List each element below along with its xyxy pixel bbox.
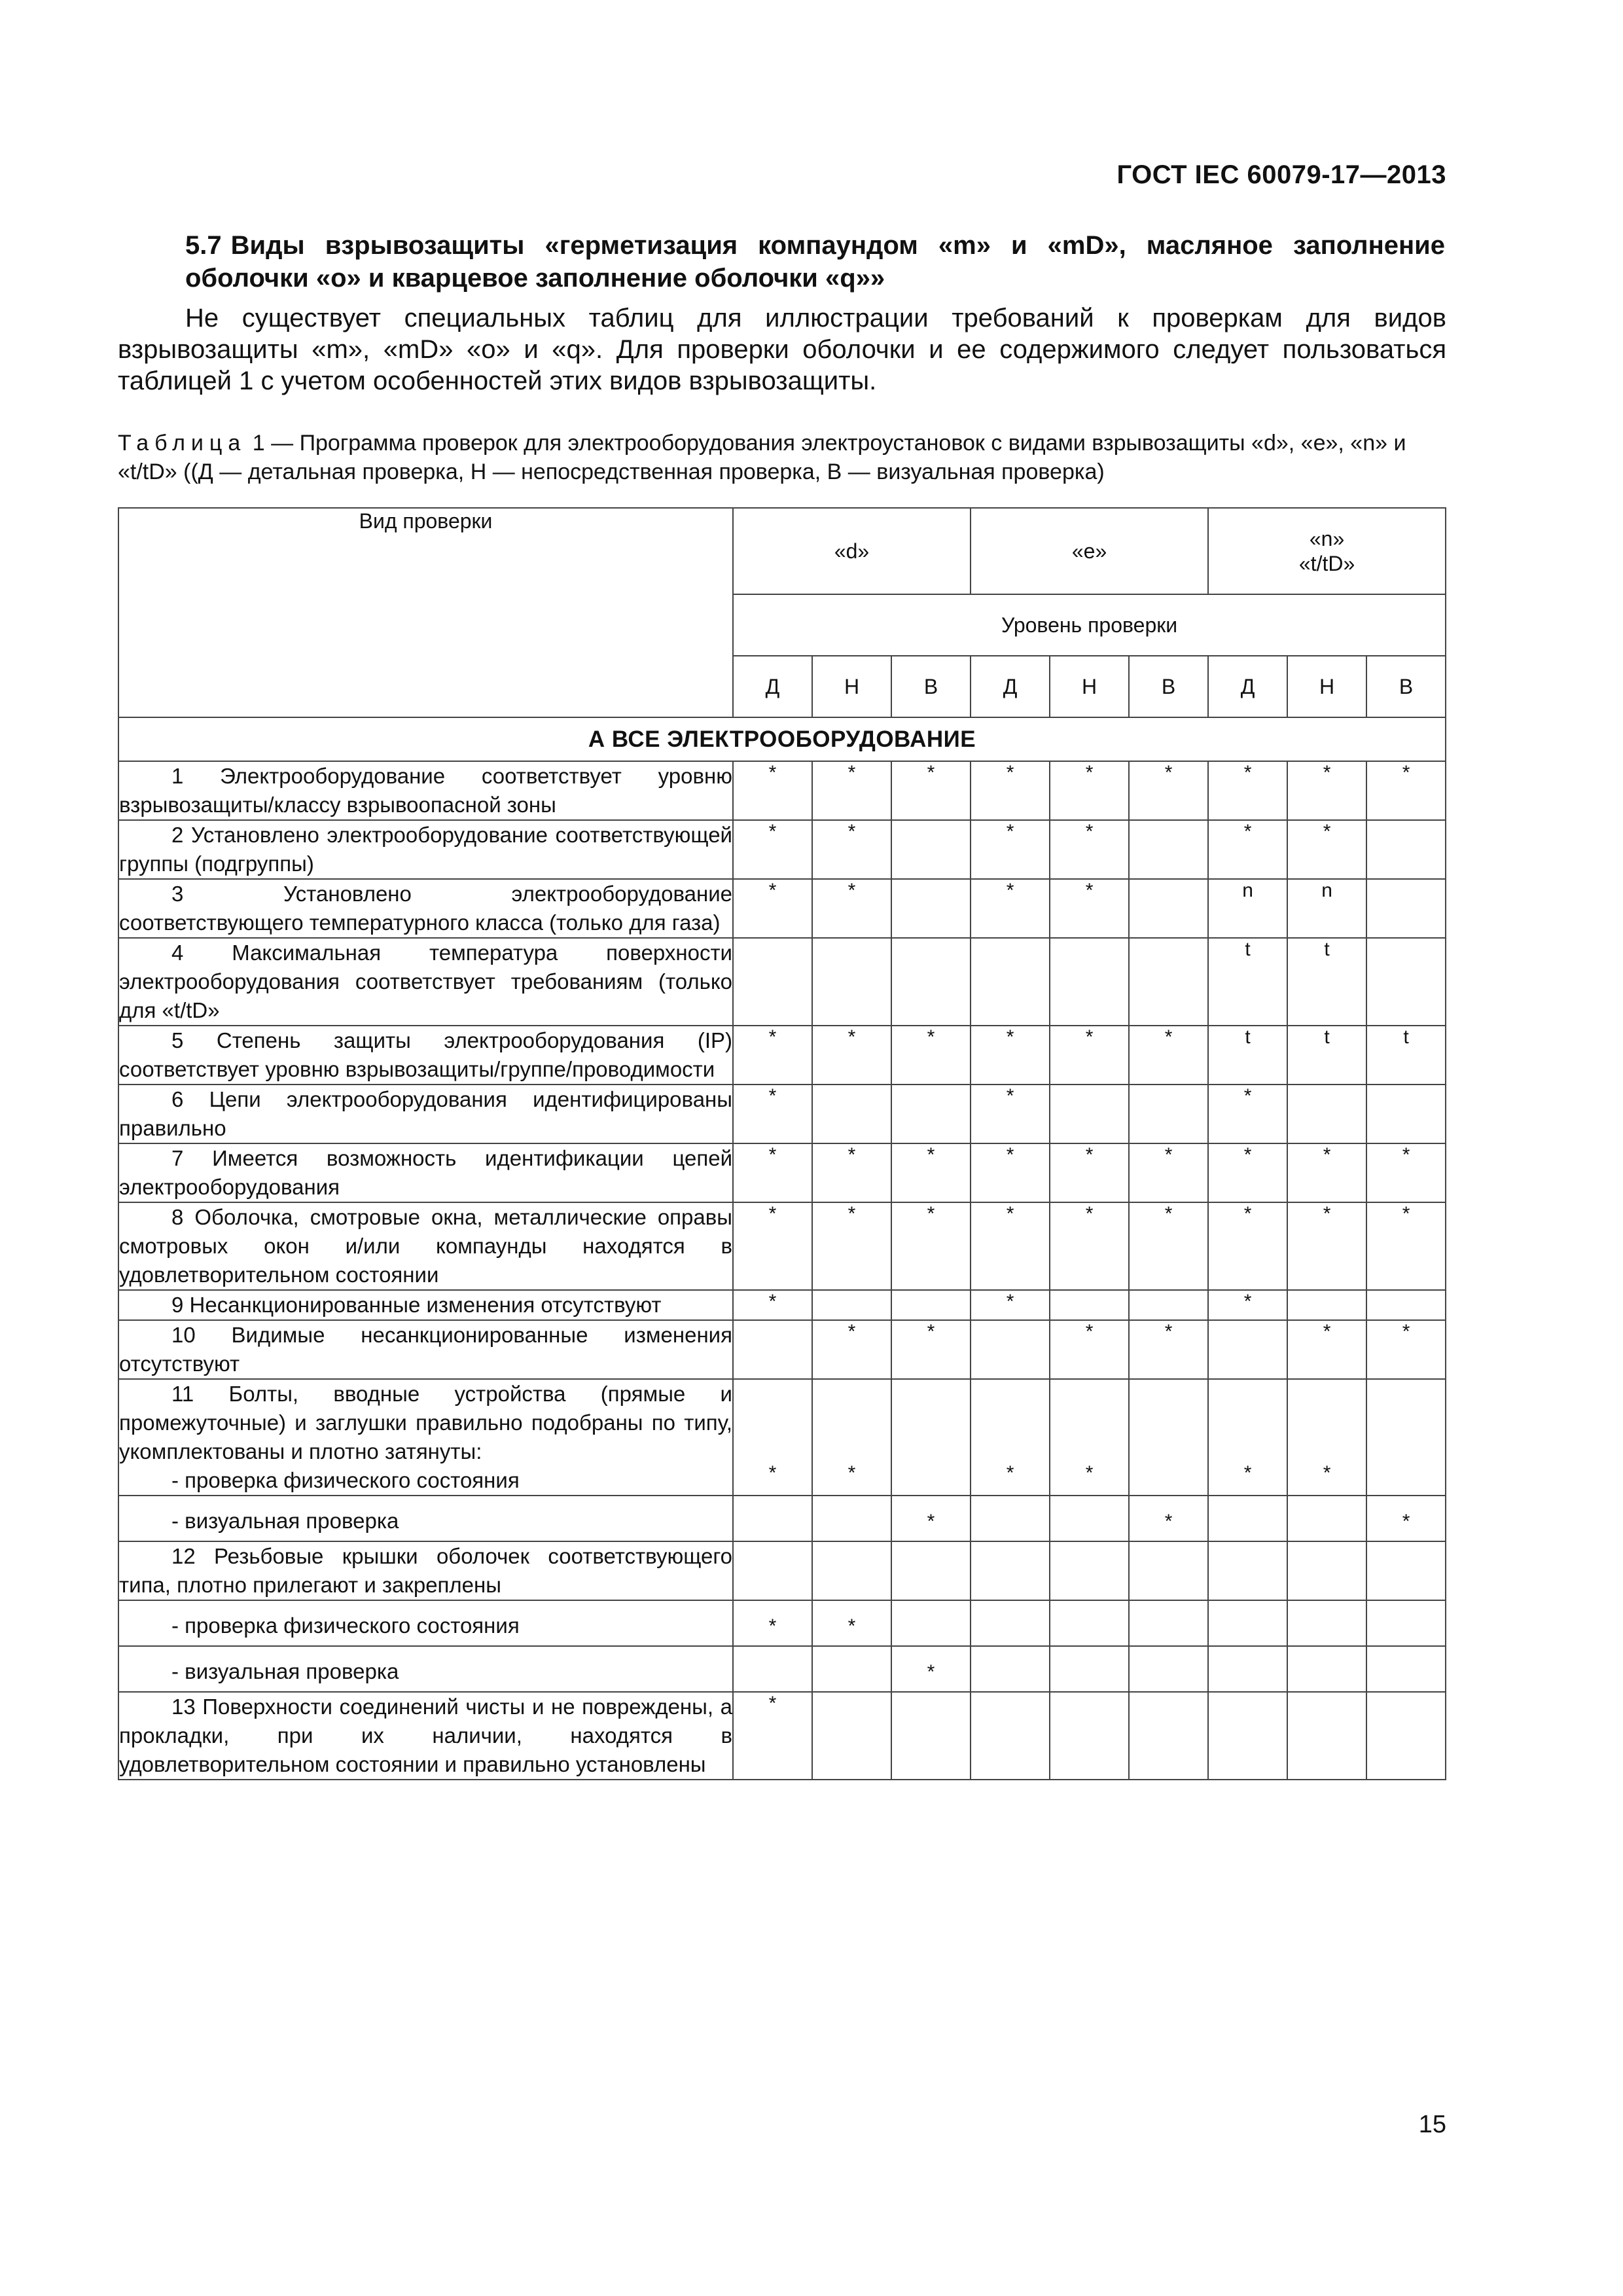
row-description-text: 12 Резьбовые крышки оболочек соответствующего типа, плотно прилегают и закреплены [119,1544,732,1597]
mark-cell: * [733,1143,812,1202]
table-row [118,879,1446,938]
mark-cell: * [812,1320,891,1379]
section-title: Виды взрывозащиты «герметизация компаундом «m» и «mD», масляное заполнение оболочки «о» и кварцевое заполнение оболочки «q»» [185,231,1445,293]
mark-cell [1208,1646,1287,1692]
mark-cell [1366,879,1446,938]
header-group-e: «е» [971,508,1208,594]
mark-cell [1208,1496,1287,1541]
mark-cell: * [733,1290,812,1320]
mark-cell [971,1496,1050,1541]
mark-cell [812,1692,891,1780]
row-description-text: 3 Установлено электрооборудование соответствующего температурного класса (только для газа) [119,882,732,935]
empty-cell [733,1541,812,1600]
mark-cell: n [1208,879,1287,938]
mark-cell: t [1287,1026,1366,1085]
mark-cell [1366,1600,1446,1646]
mark-cell: * [1050,761,1129,820]
level-cell: В [1129,656,1208,717]
mark-cell [1287,1646,1366,1692]
mark-cell [1287,1600,1366,1646]
row-description [118,1143,733,1202]
row-description-text: 8 Оболочка, смотровые окна, металлические оправы смотровых окон и/или компаунды находятся в удовлетворительном состоянии [119,1205,732,1287]
mark-cell: * [1208,1085,1287,1143]
row-description-text: - визуальная проверка [171,1509,399,1533]
mark-cell [1366,1085,1446,1143]
row-description-text: 5 Степень защиты электрооборудования (IP) соответствует уровню взрывозащиты/группе/проводимости [119,1028,732,1081]
table-row [118,1692,1446,1780]
mark-cell [971,1692,1050,1780]
mark-cell: * [1129,1496,1208,1541]
mark-cell: * [891,1496,971,1541]
empty-cell [891,1541,971,1600]
mark-cell [891,938,971,1026]
empty-cell [1129,1541,1208,1600]
row-description-text: 4 Максимальная температура поверхности электрооборудования соответствует требованиям (только для «t/tD» [119,941,732,1022]
mark-cell [1129,879,1208,938]
level-cell: В [1366,656,1446,717]
row-description [118,1379,733,1496]
mark-cell: * [1287,1320,1366,1379]
mark-cell: * [1050,879,1129,938]
mark-cell: * [971,1379,1050,1496]
mark-cell [812,938,891,1026]
header-group-n-line2: «t/tD» [1298,552,1355,575]
mark-cell [891,820,971,879]
mark-cell: * [891,761,971,820]
empty-cell [1208,1541,1287,1600]
mark-cell [733,1496,812,1541]
mark-cell [1287,1692,1366,1780]
level-cell: Д [1208,656,1287,717]
row-description [118,1202,733,1290]
mark-cell [971,1646,1050,1692]
mark-cell: * [1287,1379,1366,1496]
mark-cell: * [812,761,891,820]
level-cell: Д [733,656,812,717]
mark-cell: * [971,1202,1050,1290]
row-description-text: 11 Болты, вводные устройства (прямые и промежуточные) и заглушки правильно подобраны по типу, укомплектованы и плотно затянуты: [119,1382,732,1463]
mark-cell [1366,1646,1446,1692]
row-description-text: 6 Цепи электрооборудования идентифицированы правильно [119,1087,732,1140]
mark-cell [812,1646,891,1692]
mark-cell: * [1129,1202,1208,1290]
mark-cell [1287,1085,1366,1143]
mark-cell [1129,1379,1208,1496]
header-group-n-line1: «n» [1309,527,1345,550]
table-row [118,1646,1446,1692]
mark-cell: * [733,1026,812,1085]
mark-cell: * [971,820,1050,879]
table-row [118,1496,1446,1541]
row-subitem-text: - проверка физического состояния [171,1468,520,1492]
mark-cell [812,1290,891,1320]
table-caption-label: Таблица [118,431,247,456]
mark-cell: * [1366,1143,1446,1202]
row-description-text: 1 Электрооборудование соответствует уровню взрывозащиты/классу взрывоопасной зоны [119,764,732,817]
mark-cell: * [1366,1496,1446,1541]
mark-cell: * [971,879,1050,938]
table-row [118,1202,1446,1290]
mark-cell [1050,1085,1129,1143]
mark-cell [1208,1320,1287,1379]
table-caption-text: — Программа проверок для электрооборудования электроустановок с видами взрывозащиты «d», «е», «n» и «t/tD» ((Д — детальная проверка, Н — непосредственная проверка, В — визуальная проверка) [118,431,1406,484]
table-row [118,1600,1446,1646]
mark-cell: * [1208,1143,1287,1202]
mark-cell: * [971,1290,1050,1320]
mark-cell [733,1646,812,1692]
empty-cell [1287,1541,1366,1600]
document-code: ГОСТ IEC 60079-17—2013 [1116,160,1446,189]
mark-cell [971,1600,1050,1646]
mark-cell: * [733,879,812,938]
section-number: 5.7 [185,231,222,260]
section-row-a: А ВСЕ ЭЛЕКТРООБОРУДОВАНИЕ [118,717,1446,761]
empty-cell [1366,1541,1446,1600]
mark-cell [1050,1692,1129,1780]
row-description [118,1496,733,1541]
mark-cell [1050,1646,1129,1692]
table-caption-number: 1 [252,431,265,456]
mark-cell [1366,938,1446,1026]
table-row [118,761,1446,820]
mark-cell: * [1208,1290,1287,1320]
table-row [118,1320,1446,1379]
mark-cell [971,1320,1050,1379]
mark-cell: * [1129,1026,1208,1085]
row-description [118,1026,733,1085]
mark-cell: t [1287,938,1366,1026]
level-cell: Н [812,656,891,717]
table-caption [118,429,1446,486]
mark-cell: * [971,1026,1050,1085]
table-row [118,1541,1446,1600]
mark-cell [1050,938,1129,1026]
table-row [118,1290,1446,1320]
header-level: Уровень проверки [733,594,1446,656]
row-description [118,1600,733,1646]
mark-cell: * [1129,761,1208,820]
section-heading [185,229,1445,295]
row-description [118,820,733,879]
mark-cell [1050,1290,1129,1320]
mark-cell [891,879,971,938]
mark-cell: * [891,1646,971,1692]
row-description-text: 13 Поверхности соединений чисты и не повреждены, а прокладки, при их наличии, находятся в удовлетворительном состоянии и правильно установлены [119,1695,732,1776]
row-description-text: 9 Несанкционированные изменения отсутствуют [171,1293,662,1317]
mark-cell: * [812,820,891,879]
row-description-text: - проверка физического состояния [171,1613,520,1638]
mark-cell: * [1287,1143,1366,1202]
table-row [118,938,1446,1026]
mark-cell [812,1085,891,1143]
mark-cell: * [812,879,891,938]
mark-cell: t [1208,938,1287,1026]
mark-cell: * [1287,1202,1366,1290]
mark-cell: * [971,1085,1050,1143]
mark-cell: * [1366,761,1446,820]
mark-cell [1050,1496,1129,1541]
table-row [118,1379,1446,1496]
row-description [118,1085,733,1143]
header-group-n [1208,508,1446,594]
mark-cell [1129,1085,1208,1143]
mark-cell [733,1320,812,1379]
mark-cell: * [733,1085,812,1143]
mark-cell: * [1050,1026,1129,1085]
mark-cell: t [1208,1026,1287,1085]
mark-cell [733,938,812,1026]
mark-cell: * [971,761,1050,820]
mark-cell: * [891,1320,971,1379]
row-description [118,1646,733,1692]
header-inspection-type: Вид проверки [118,508,733,717]
empty-cell [812,1541,891,1600]
mark-cell: * [733,820,812,879]
mark-cell: * [891,1143,971,1202]
mark-cell: * [1050,1379,1129,1496]
intro-paragraph: Не существует специальных таблиц для иллюстрации требований к проверкам для видов взрывозащиты «m», «mD» «о» и «q». Для проверки оболочки и ее содержимого следует пользоваться таблицей 1 с учетом особенностей этих видов взрывозащиты. [118,304,1446,395]
row-description [118,1320,733,1379]
mark-cell: * [971,1143,1050,1202]
page-number: 15 [1418,2111,1446,2138]
mark-cell [1050,1600,1129,1646]
mark-cell [1129,1692,1208,1780]
mark-cell: * [1050,820,1129,879]
mark-cell: * [1208,1202,1287,1290]
row-description [118,761,733,820]
mark-cell [1366,1692,1446,1780]
level-cell: Н [1050,656,1129,717]
mark-cell: * [891,1026,971,1085]
inspection-table [118,507,1446,1780]
mark-cell: * [891,1202,971,1290]
mark-cell [812,1496,891,1541]
header-group-d: «d» [733,508,971,594]
row-description [118,1541,733,1600]
row-description [118,1290,733,1320]
mark-cell [1287,1496,1366,1541]
mark-cell: * [812,1202,891,1290]
level-cell: В [891,656,971,717]
mark-cell: * [812,1379,891,1496]
table-row [118,1026,1446,1085]
row-description-text: 7 Имеется возможность идентификации цепей электрооборудования [119,1146,732,1199]
row-description-text: - визуальная проверка [171,1659,399,1683]
mark-cell: * [812,1026,891,1085]
mark-cell: * [812,1600,891,1646]
mark-cell: * [1287,761,1366,820]
table-row [118,1143,1446,1202]
mark-cell [1129,1290,1208,1320]
table-row [118,1085,1446,1143]
mark-cell: * [733,1202,812,1290]
mark-cell [1129,820,1208,879]
empty-cell [971,1541,1050,1600]
mark-cell: * [1129,1143,1208,1202]
mark-cell: t [1366,1026,1446,1085]
mark-cell [1208,1600,1287,1646]
empty-cell [1050,1541,1129,1600]
mark-cell: * [1287,820,1366,879]
table-row [118,820,1446,879]
level-cell: Н [1287,656,1366,717]
mark-cell: * [1208,1379,1287,1496]
mark-cell: * [1050,1320,1129,1379]
mark-cell: * [733,1379,812,1496]
mark-cell [1129,938,1208,1026]
mark-cell [891,1600,971,1646]
mark-cell [1366,1290,1446,1320]
row-description [118,879,733,938]
mark-cell: n [1287,879,1366,938]
mark-cell: * [1050,1202,1129,1290]
row-description [118,1692,733,1780]
mark-cell [1366,820,1446,879]
mark-cell [891,1692,971,1780]
row-description-text: 2 Установлено электрооборудование соответствующей группы (подгруппы) [119,823,732,876]
mark-cell [891,1085,971,1143]
mark-cell: * [733,1692,812,1780]
mark-cell [1129,1600,1208,1646]
mark-cell: * [1366,1320,1446,1379]
row-description [118,938,733,1026]
mark-cell: * [1208,820,1287,879]
mark-cell: * [1208,761,1287,820]
row-description-text: 10 Видимые несанкционированные изменения отсутствуют [119,1323,732,1376]
mark-cell [891,1290,971,1320]
mark-cell: * [733,761,812,820]
mark-cell [891,1379,971,1496]
mark-cell [1208,1692,1287,1780]
mark-cell: * [1129,1320,1208,1379]
mark-cell [1129,1646,1208,1692]
mark-cell: * [1050,1143,1129,1202]
mark-cell: * [1366,1202,1446,1290]
mark-cell [1366,1379,1446,1496]
mark-cell: * [812,1143,891,1202]
level-cell: Д [971,656,1050,717]
mark-cell [1287,1290,1366,1320]
mark-cell [971,938,1050,1026]
mark-cell: * [733,1600,812,1646]
